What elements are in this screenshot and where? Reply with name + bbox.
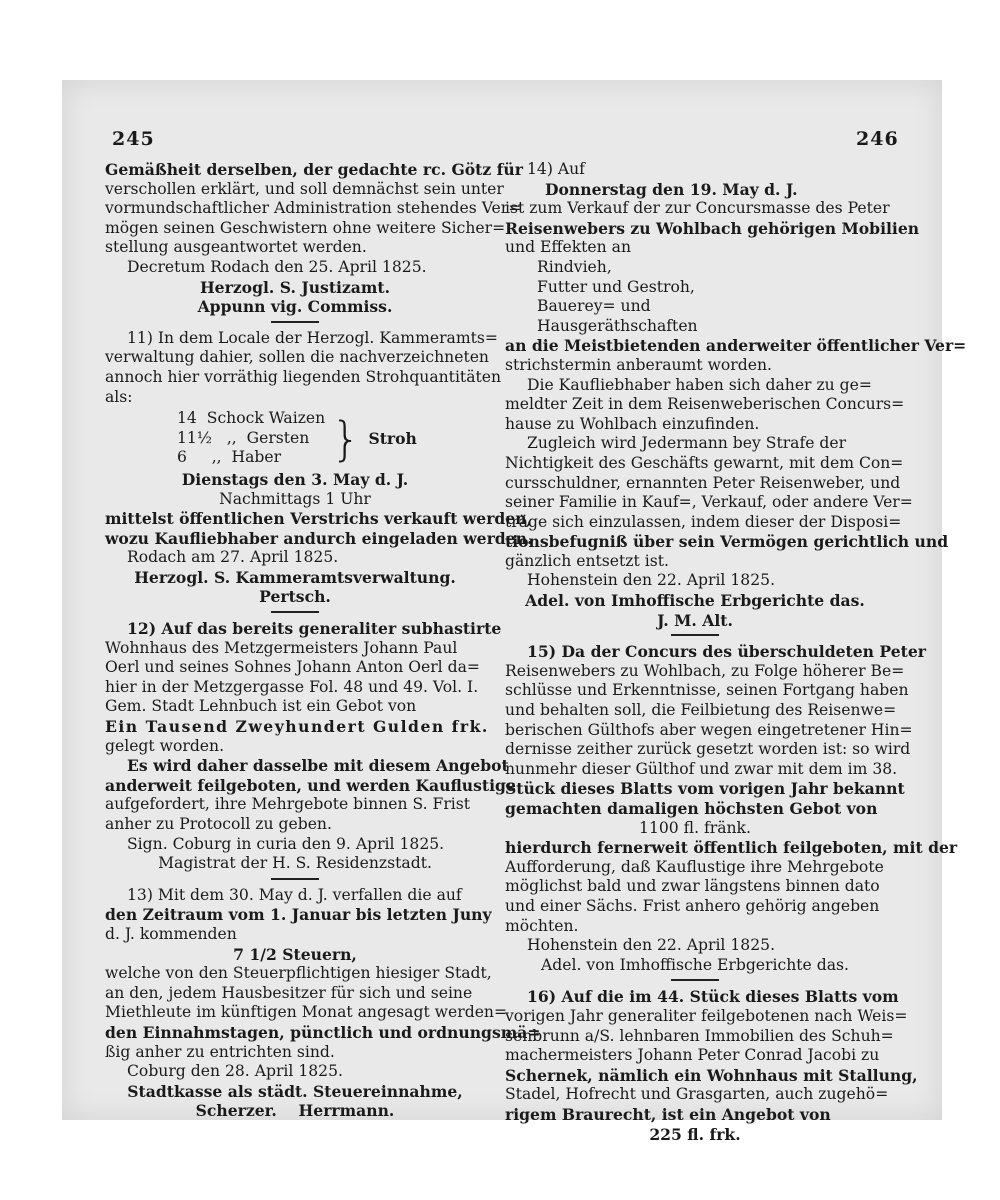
notice-14: 14) Auf Donnerstag den 19. May d. J. ist zum Verkauf der zur Concursmasse des Peter Reisenwebers zu Wohlbach gehörigen Mobilien und Effekten an Rindvieh, Futter und Gestroh, Bauerey= und Hausgeräthschaften an die Meistbietenden anderweiter öffentlicher Ver= strichstermin anberaumt worden. Die Kaufliebhaber haben sich daher zu ge= meldter Zeit in dem Reisenweberischen Concurs= hause zu Wohlbach einzufinden. Zugleich wird Jedermann bey Strafe der Nichtigkeit des Geschäfts gewarnt, mit dem Con= cursschuldner, ernannten Peter Reisenweber, und seiner Familie in Kauf=, Verkauf, oder andere Ver= träge sich einzulassen, indem dieser der Disposi= tionsbefugniß über sein Vermögen gerichtlich und gänzlich entsetzt ist. Hohenstein den 22. April 1825. Adel. von Imhoffische Erbgerichte das. J. M. Alt. [505, 160, 967, 630]
brace: } [331, 411, 361, 466]
divider [271, 878, 319, 880]
notice-signature: Herzogl. S. Justizamt. [199, 277, 391, 297]
notice-date: Decretum Rodach den 25. April 1825. [127, 257, 427, 276]
divider [271, 611, 319, 613]
page-number-right: 246 [856, 128, 899, 150]
notice-12: 12) Auf das bereits generaliter subhastirte Wohnhaus des Metzgermeisters Johann Paul Oerl und seines Sohnes Johann Anton Oerl da= hier in der Metzgergasse Fol. 48 und 49. Vol. I. Gem. Stadt Lehnbuch ist ein Gebot von Ein Tausend Zweyhundert Gulden frk. gelegt worden. Es wird daher dasselbe mit diesem Angebot anderweit feilgeboten, und werden Kauflustige aufgefordert, ihre Mehrgebote binnen S. Frist anher zu Protocoll zu geben. Sign. Coburg in curia den 9. April 1825. Magistrat der H. S. Residenzstadt. [105, 619, 516, 873]
continuation-notice: Gemäßheit derselben, der gedachte rc. Götz für verschollen erklärt, und soll demnächst sein unter vormundschaftlicher Administration stehendes Ver= mögen seinen Geschwistern ohne weitere Sicher= stellung ausgeantwortet werden. Decretum Rodach den 25. April 1825. Herzogl. S. Justizamt. Appunn vig. Commiss. [105, 160, 523, 317]
page-number-left: 245 [112, 128, 155, 150]
straw-row: 14 Schock Waizen [177, 409, 326, 428]
bid-amount: 1100 fl. fränk. [639, 818, 751, 837]
list-item: Rindvieh, [537, 257, 612, 276]
straw-row: 6 ,, Haber [177, 448, 282, 467]
straw-row: 11½ ,, Gersten [177, 428, 310, 447]
notice-15: 15) Da der Concurs des überschuldeten Peter Reisenwebers zu Wohlbach, zu Folge höherer Be= schlüsse und Erkenntnisse, seinen Fortgang haben und behalten soll, die Feilbietung des Reisenwe= berischen Gülthofs aber wegen eingetretener Hin= dernisse zeither zurück gesetzt worden ist: so wird nunmehr dieser Gülthof und zwar mit dem im 38. Stück dieses Blatts vom vorigen Jahr bekannt gemachten damaligen höchsten Gebot von 1100 fl. fränk. hierdurch fernerweit öffentlich feilgeboten, mit der Aufforderung, daß Kauflustige ihre Mehrgebote möglichst bald und zwar längstens binnen dato und einer Sächs. Frist anhero gehörig angeben möchten. Hohenstein den 22. April 1825. Adel. von Imhoffische Erbgerichte das. [505, 642, 958, 974]
list-item: Futter und Gestroh, [537, 277, 695, 296]
notice-11: 11) In dem Locale der Herzogl. Kammeramts= verwaltung dahier, sollen die nachverzeichneten annoch hier vorräthig liegenden Strohquantitäten als: 14 Schock Waizen 11½ ,, Gersten 6 ,, Haber } Stroh Dienstags den 3. May d. J. Nachmittags 1 Uhr mittelst öffentlichen Verstrichs verkauft werden, wozu Kaufliebhaber andurch eingeladen werden. Rodach am 27. April 1825. Herzogl. S. Kammeramtsverwaltung. Pertsch. [105, 328, 533, 607]
right-column [505, 160, 967, 1144]
straw-label: Stroh [368, 428, 417, 448]
divider [271, 321, 319, 323]
divider [671, 979, 719, 981]
bid-amount: Ein Tausend Zweyhundert Gulden frk. [105, 717, 489, 737]
list-item: Bauerey= und [537, 297, 651, 316]
list-item: Hausgeräthschaften [537, 316, 698, 335]
left-column [105, 160, 541, 1121]
notice-16: 16) Auf die im 44. Stück dieses Blatts vom vorigen Jahr generaliter feilgebotenen nach Weis= senbrunn a/S. lehnbaren Immobilien des Schuh= machermeisters Johann Peter Conrad Jacobi zu Schernek, nämlich ein Wohnhaus mit Stallung, Stadel, Hofrecht und Grasgarten, auch zugehö= rigem Braurecht, ist ein Angebot von 225 fl. frk. [505, 987, 918, 1144]
straw-table [177, 409, 485, 468]
notice-signature: Appunn vig. Commiss. [197, 297, 393, 317]
bid-amount: 225 fl. frk. [649, 1124, 741, 1144]
divider [671, 634, 719, 636]
notice-13: 13) Mit dem 30. May d. J. verfallen die auf den Zeitraum vom 1. Januar bis letzten Juny d. J. kommenden 7 1/2 Steuern, welche von den Steuerpflichtigen hiesiger Stadt, an den, jedem Hausbesitzer für sich und seine Miethleute im künftigen Monat angesagt werden= den Einnahmstagen, pünctlich und ordnungsmä= ßig anher zu entrichten sind. Coburg den 28. April 1825. Stadtkasse als städt. Steuereinnahme, Scherzer. Herrmann. [105, 885, 541, 1121]
